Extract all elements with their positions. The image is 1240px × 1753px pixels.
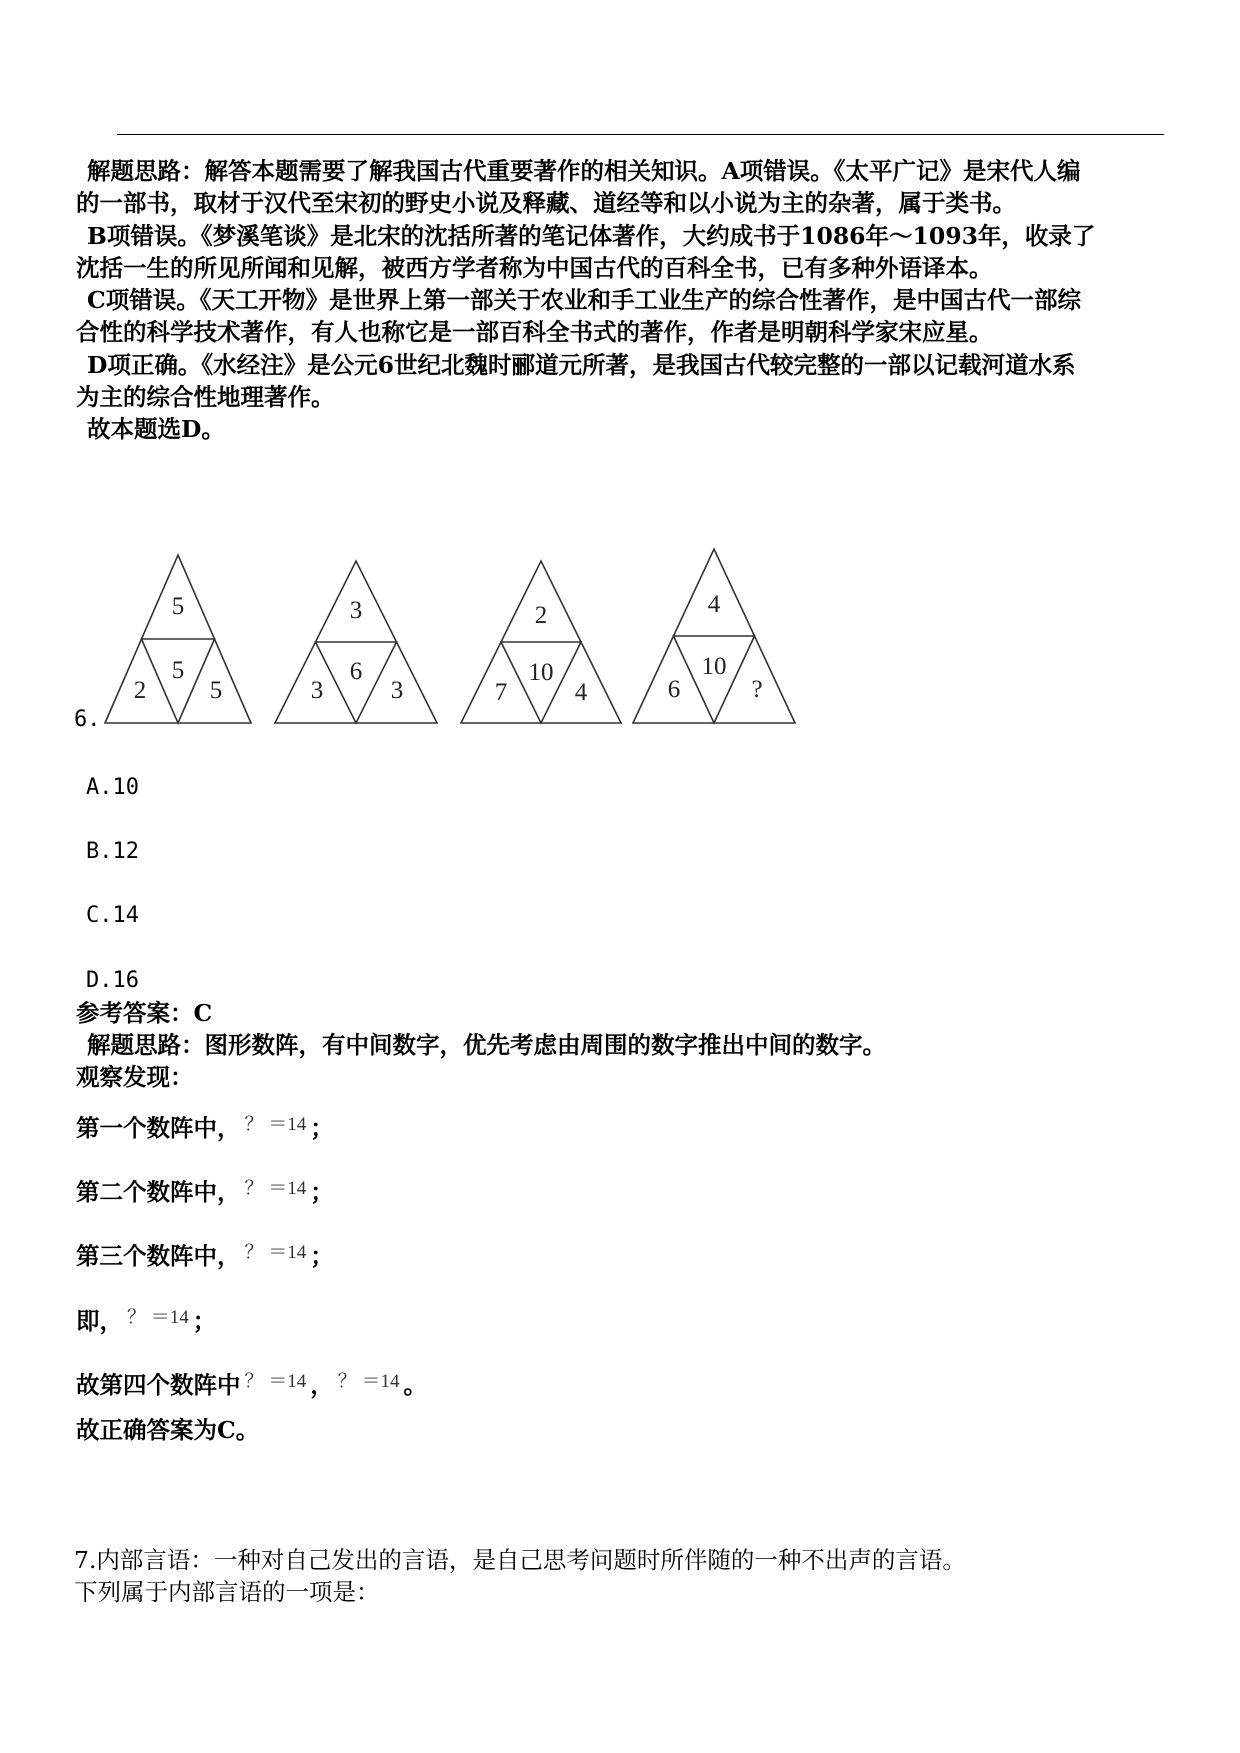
q6-row-fourth-prefix: 故第四个数阵中 — [76, 1371, 241, 1399]
fig3-right-number: 4 — [574, 679, 588, 706]
q6-conclusion: 故正确答案为C。 — [76, 1416, 260, 1444]
q6-row-fourth-formula-2: ？ ＝14 — [337, 1371, 400, 1392]
fig4-right-unknown: ? — [751, 676, 763, 703]
fig1-top-number: 5 — [171, 593, 185, 620]
q6-explanation-intro: 解题思路：图形数阵，有中间数字，优先考虑由周围的数字推出中间的数字。 — [87, 1031, 886, 1059]
q6-row-third-formula: ？ ＝14 — [244, 1242, 307, 1263]
question-6-number: 6. — [74, 707, 101, 732]
option-b: B.12 — [86, 839, 139, 864]
q6-row-summary-suffix: ； — [192, 1307, 217, 1335]
q6-row-summary-formula: ？ ＝14 — [127, 1307, 189, 1328]
fig3-center-number: 10 — [528, 659, 554, 686]
q6-row-first-formula: ？ ＝14 — [244, 1114, 307, 1135]
q6-row-fourth — [76, 1366, 427, 1401]
option-c: C.14 — [86, 903, 139, 928]
reference-answer: 参考答案：C — [76, 999, 213, 1027]
fig1-center-number: 5 — [171, 657, 185, 684]
q6-row-first-prefix: 第一个数阵中， — [76, 1114, 241, 1142]
option-d: D.16 — [86, 968, 139, 993]
q6-row-fourth-formula-1: ？ ＝14 — [244, 1371, 307, 1392]
fig2-center-number: 6 — [349, 658, 363, 685]
fig2-right-number: 3 — [390, 677, 404, 704]
q6-row-second — [76, 1173, 334, 1208]
q6-row-fourth-suffix: 。 — [403, 1371, 428, 1399]
q6-row-second-suffix: ； — [310, 1178, 334, 1206]
q6-row-fourth-separator: ， — [310, 1371, 334, 1399]
header-rule — [117, 134, 1164, 135]
prev-explanation-line-7: D项正确。《水经注》是公元6世纪北魏时郦道元所著，是我国古代较完整的一部以记载河道水系 — [87, 351, 1076, 379]
option-a: A.10 — [86, 775, 139, 800]
fig2-top-number: 3 — [349, 597, 363, 624]
q6-row-second-prefix: 第二个数阵中， — [76, 1178, 241, 1206]
prev-explanation-line-8: 为主的综合性地理著作。 — [76, 383, 335, 411]
q6-row-third-suffix: ； — [310, 1242, 334, 1270]
fig4-top-number: 4 — [707, 591, 721, 618]
question-7-prompt: 下列属于内部言语的一项是： — [74, 1578, 380, 1606]
fig4-left-number: 6 — [667, 676, 681, 703]
question-7-stem: 7.内部言语：一种对自己发出的言语，是自己思考问题时所伴随的一种不出声的言语。 — [74, 1546, 966, 1574]
prev-explanation-line-6: 合性的科学技术著作，有人也称它是一部百科全书式的著作，作者是明朝科学家宋应星。 — [76, 318, 993, 346]
fig3-left-number: 7 — [494, 679, 508, 706]
prev-explanation-line-1: 解题思路：解答本题需要了解我国古代重要著作的相关知识。A项错误。《太平广记》是宋代人编 — [87, 157, 1081, 185]
fig2-left-number: 3 — [310, 677, 324, 704]
q6-row-first — [76, 1109, 334, 1144]
q6-row-third-prefix: 第三个数阵中， — [76, 1242, 241, 1270]
prev-explanation-line-3: B项错误。《梦溪笔谈》是北宋的沈括所著的笔记体著作，大约成书于1086年～1093年，收录了 — [87, 222, 1096, 250]
q6-row-summary — [76, 1302, 216, 1337]
fig1-left-number: 2 — [133, 677, 147, 704]
fig4-center-number: 10 — [701, 653, 727, 680]
triangle-puzzle-figure — [95, 545, 815, 725]
q6-observation-label: 观察发现： — [76, 1063, 194, 1091]
prev-explanation-line-4: 沈括一生的所见所闻和见解，被西方学者称为中国古代的百科全书，已有多种外语译本。 — [76, 254, 993, 282]
q6-row-first-suffix: ； — [310, 1114, 334, 1142]
q6-row-summary-prefix: 即， — [76, 1307, 123, 1335]
fig3-top-number: 2 — [534, 602, 548, 629]
prev-explanation-conclusion: 故本题选D。 — [87, 415, 225, 443]
q6-row-third — [76, 1237, 334, 1272]
prev-explanation-line-2: 的一部书，取材于汉代至宋初的野史小说及释藏、道经等和以小说为主的杂著，属于类书。 — [76, 189, 1016, 217]
fig1-right-number: 5 — [209, 677, 223, 704]
q6-row-second-formula: ？ ＝14 — [244, 1178, 307, 1199]
prev-explanation-line-5: C项错误。《天工开物》是世界上第一部关于农业和手工业生产的综合性著作，是中国古代一部综 — [87, 286, 1081, 314]
